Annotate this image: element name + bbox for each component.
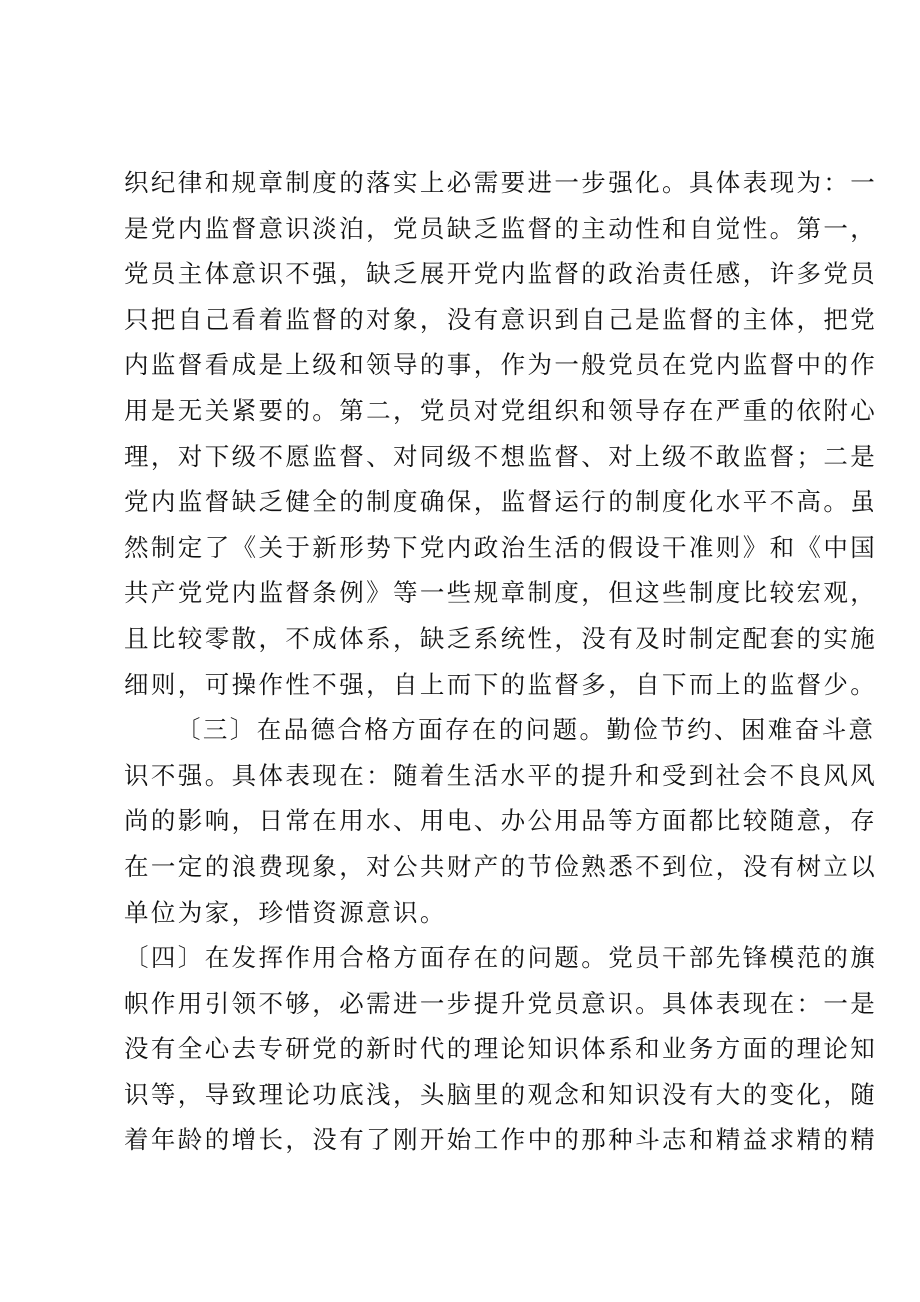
- text-line: 单位为家，珍惜资源意识。: [124, 897, 447, 927]
- text-line: 着年龄的增长，没有了刚开始工作中的那种斗志和精益求精的精: [124, 1125, 878, 1155]
- text-line: 帜作用引领不够，必需进一步提升党员意识。具体表现在：一是: [124, 988, 878, 1018]
- text-line: 识等，导致理论功底浅，头脑里的观念和知识没有大的变化，随: [124, 1079, 878, 1109]
- text-line: 共产党党内监督条例》等一些规章制度，但这些制度比较宏观，: [124, 578, 878, 608]
- text-line: 织纪律和规章制度的落实上必需要进一步强化。具体表现为：一: [124, 168, 878, 197]
- text-line: 只把自己看着监督的对象，没有意识到自己是监督的主体，把党: [124, 304, 878, 334]
- text-line: 识不强。具体表现在：随着生活水平的提升和受到社会不良风风: [124, 760, 878, 790]
- text-line: 党内监督缺乏健全的制度确保，监督运行的制度化水平不高。虽: [124, 487, 878, 517]
- document-body: [124, 160, 878, 1163]
- text-line: 理，对下级不愿监督、对同级不想监督、对上级不敢监督；二是: [124, 441, 878, 471]
- text-line: 尚的影响，日常在用水、用电、办公用品等方面都比较随意，存: [124, 806, 878, 836]
- text-line: 用是无关紧要的。第二，党员对党组织和领导存在严重的依附心: [124, 395, 878, 425]
- text-line: 在一定的浪费现象，对公共财产的节俭熟悉不到位，没有树立以: [124, 851, 878, 881]
- text-line: 且比较零散，不成体系，缺乏系统性，没有及时制定配套的实施: [124, 623, 878, 653]
- text-line: 没有全心去专研党的新时代的理论知识体系和业务方面的理论知: [124, 1034, 878, 1064]
- text-line: 是党内监督意识淡泊，党员缺乏监督的主动性和自觉性。第一，: [124, 213, 878, 243]
- text-line: 党员主体意识不强，缺乏展开党内监督的政治责任感，许多党员: [124, 259, 878, 289]
- text-line: 〔四〕在发挥作用合格方面存在的问题。党员干部先锋模范的旗: [124, 943, 878, 973]
- text-line: 内监督看成是上级和领导的事，作为一般党员在党内监督中的作: [124, 350, 878, 380]
- text-line: 细则，可操作性不强，自上而下的监督多，自下而上的监督少。: [124, 669, 878, 699]
- text-line: 然制定了《关于新形势下党内政治生活的假设干准则》和《中国: [124, 532, 878, 562]
- text-line: 〔三〕在品德合格方面存在的问题。勤俭节约、困难奋斗意: [176, 715, 876, 745]
